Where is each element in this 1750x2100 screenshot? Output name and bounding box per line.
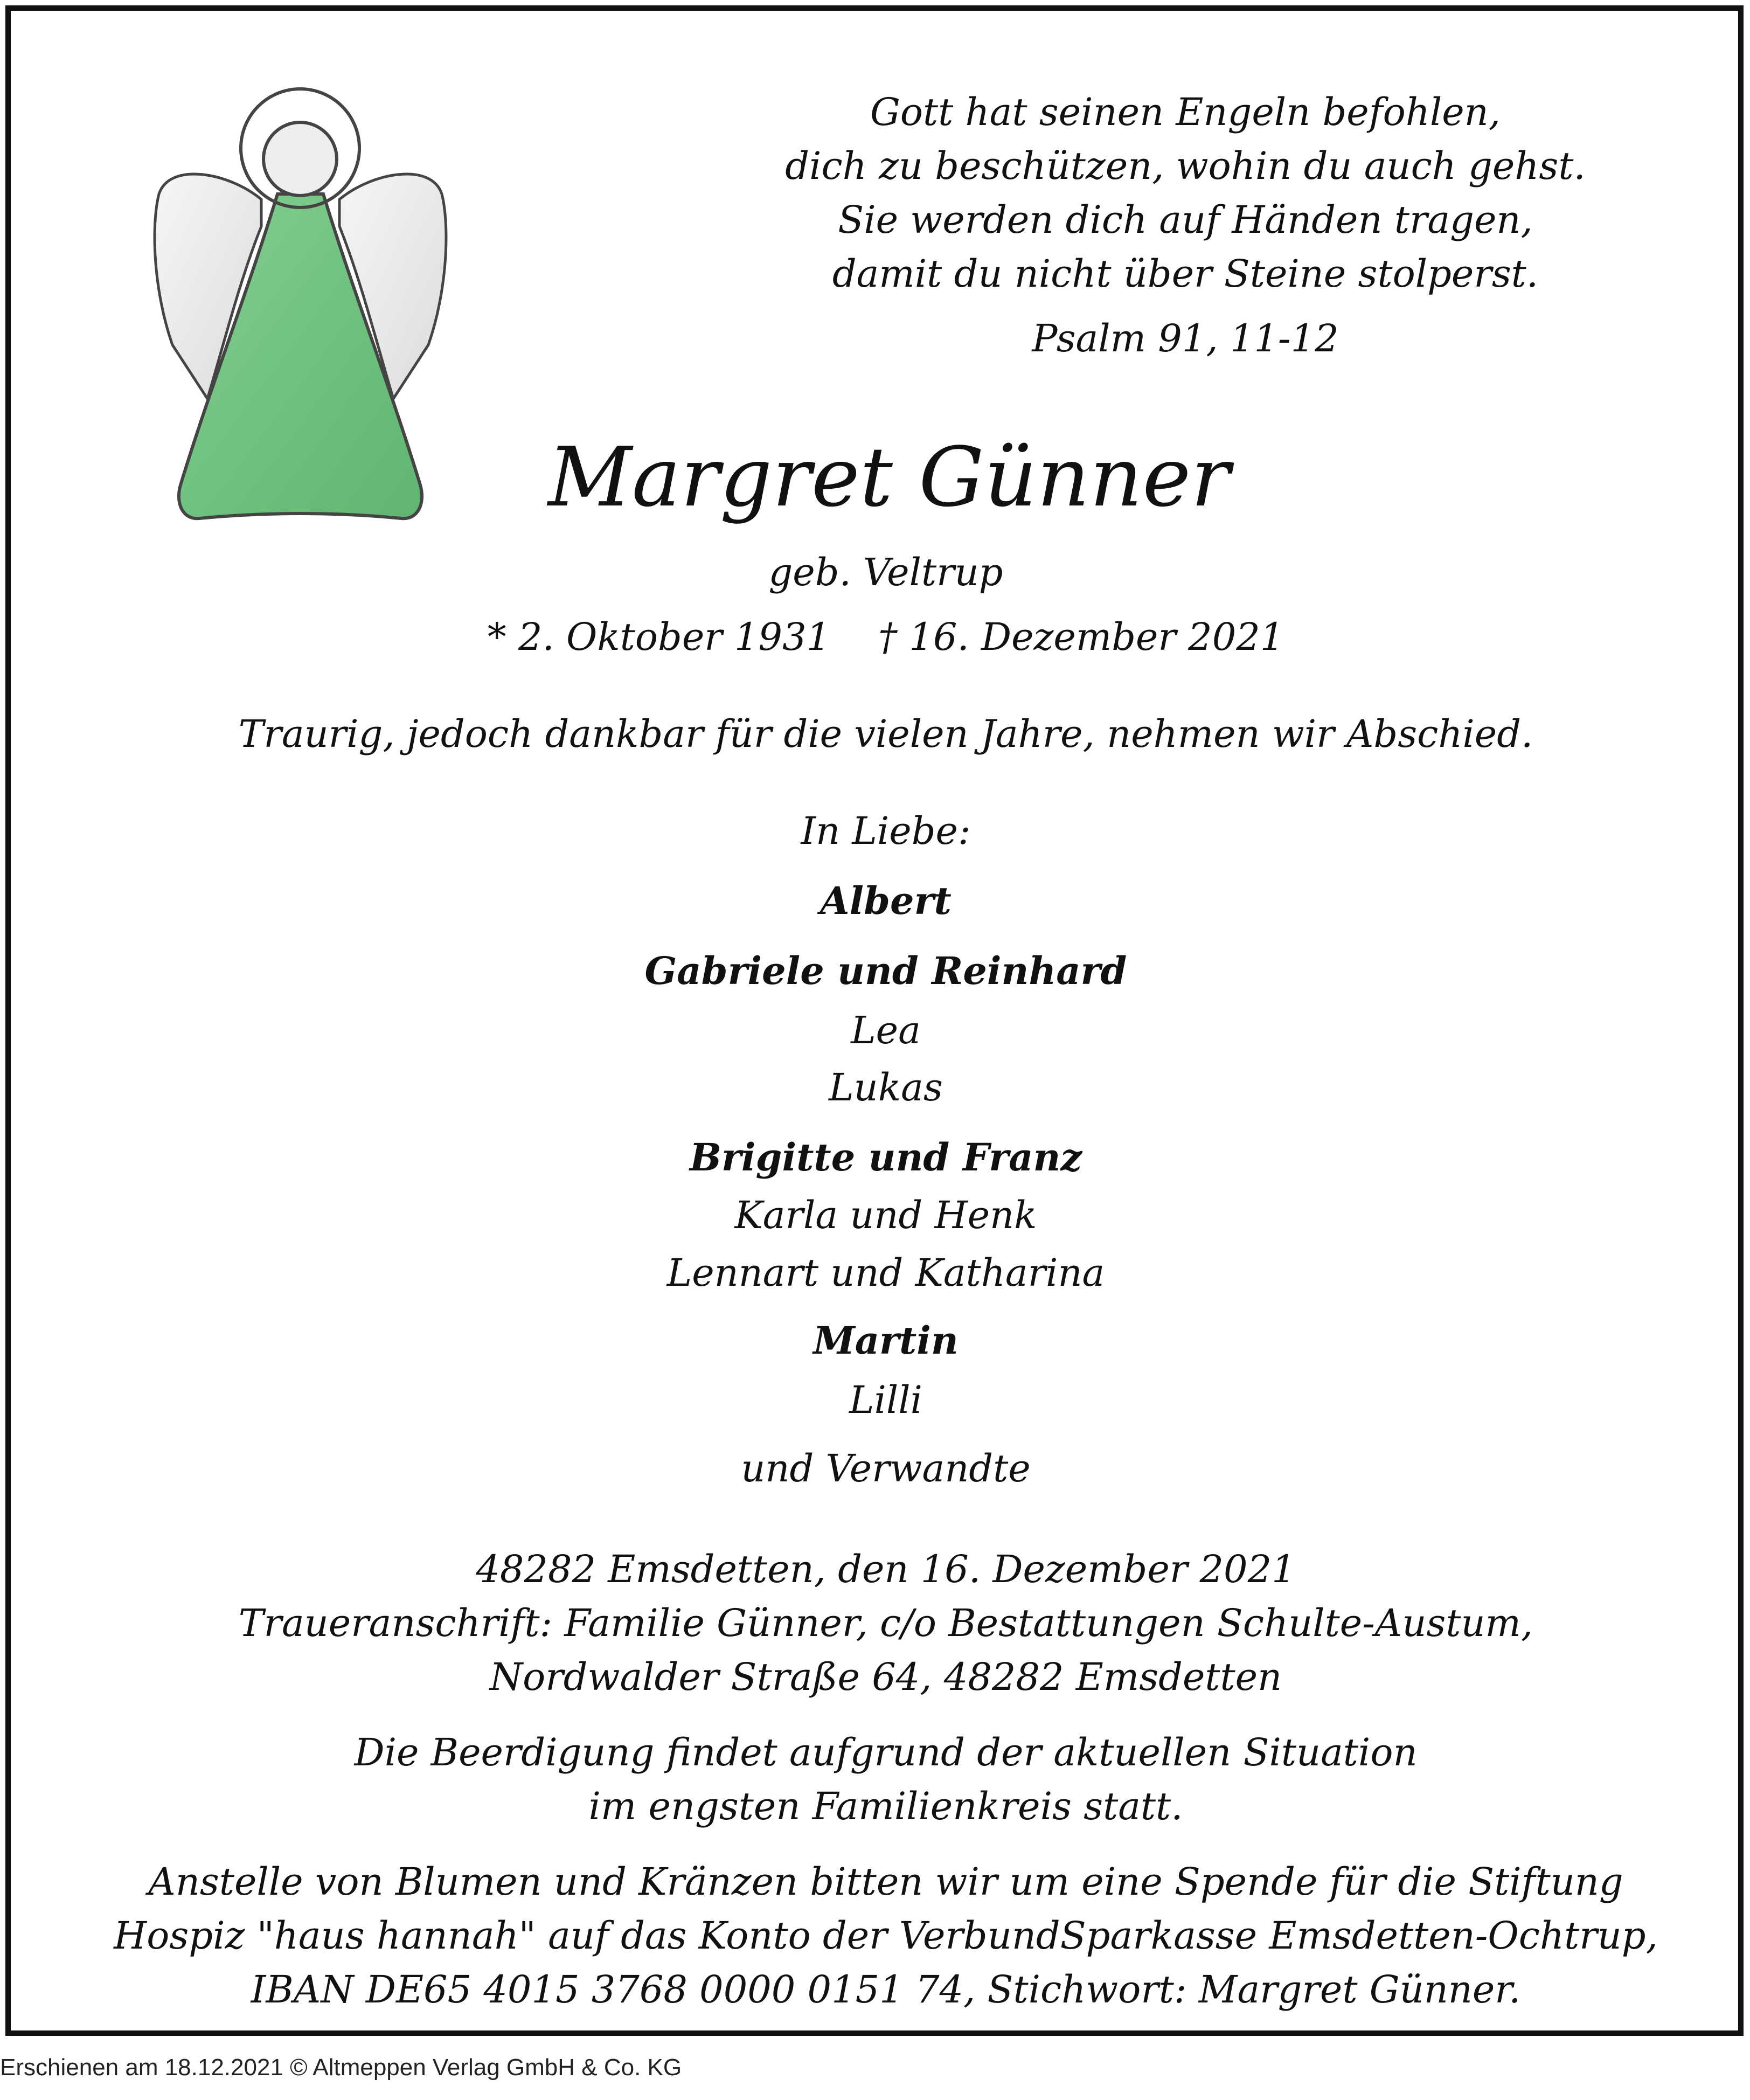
relatives-text: und Verwandte (741, 1446, 1031, 1491)
family-intro: In Liebe: (801, 809, 971, 853)
maiden-name: geb. Veltrup (768, 550, 1003, 594)
family-member: Lukas (829, 1065, 943, 1110)
family-member: Lilli (849, 1378, 923, 1422)
notice-frame (5, 5, 1744, 2036)
family-head: Brigitte und Franz (689, 1135, 1082, 1180)
deceased-name: Margret Günner (548, 429, 1230, 525)
angel-head (263, 122, 337, 196)
family-head: Albert (820, 878, 952, 923)
funeral-line: im engsten Familienkreis statt. (588, 1784, 1183, 1828)
funeral-line: Die Beerdigung findet aufgrund der aktuellen Situation (354, 1730, 1418, 1775)
donation-line: IBAN DE65 4015 3768 0000 0151 74, Stichwort: Margret Günner. (251, 1967, 1521, 2012)
family-member: Lea (851, 1008, 921, 1052)
address-line: Traueranschrift: Familie Günner, c/o Bestattungen Schulte-Austum, (238, 1601, 1533, 1645)
family-head: Martin (813, 1318, 959, 1363)
family-head: Gabriele und Reinhard (644, 948, 1127, 993)
family-member: Karla und Henk (734, 1193, 1037, 1237)
address-line: Nordwalder Straße 64, 48282 Emsdetten (489, 1655, 1282, 1699)
verse-line-1: Gott hat seinen Engeln befohlen, (870, 90, 1501, 134)
family-member: Lennart und Katharina (666, 1251, 1105, 1295)
donation-line: Anstelle von Blumen und Kränzen bitten wir um eine Spende für die Stiftung (148, 1860, 1623, 1904)
publication-footer: Erschienen am 18.12.2021 © Altmeppen Verlag GmbH & Co. KG (0, 2054, 682, 2081)
verse-line-4: damit du nicht über Steine stolperst. (832, 252, 1539, 296)
donation-line: Hospiz "haus hannah" auf das Konto der VerbundSparkasse Emsdetten-Ochtrup, (114, 1914, 1658, 1958)
life-dates: * 2. Oktober 1931 † 16. Dezember 2021 (487, 615, 1284, 659)
verse-source: Psalm 91, 11-12 (1032, 316, 1339, 361)
verse-line-3: Sie werden dich auf Händen tragen, (838, 198, 1533, 242)
address-line: 48282 Emsdetten, den 16. Dezember 2021 (476, 1547, 1296, 1591)
verse-line-2: dich zu beschützen, wohin du auch gehst. (785, 144, 1586, 188)
farewell-text: Traurig, jedoch dankbar für die vielen Jahre, nehmen wir Abschied. (238, 712, 1533, 756)
